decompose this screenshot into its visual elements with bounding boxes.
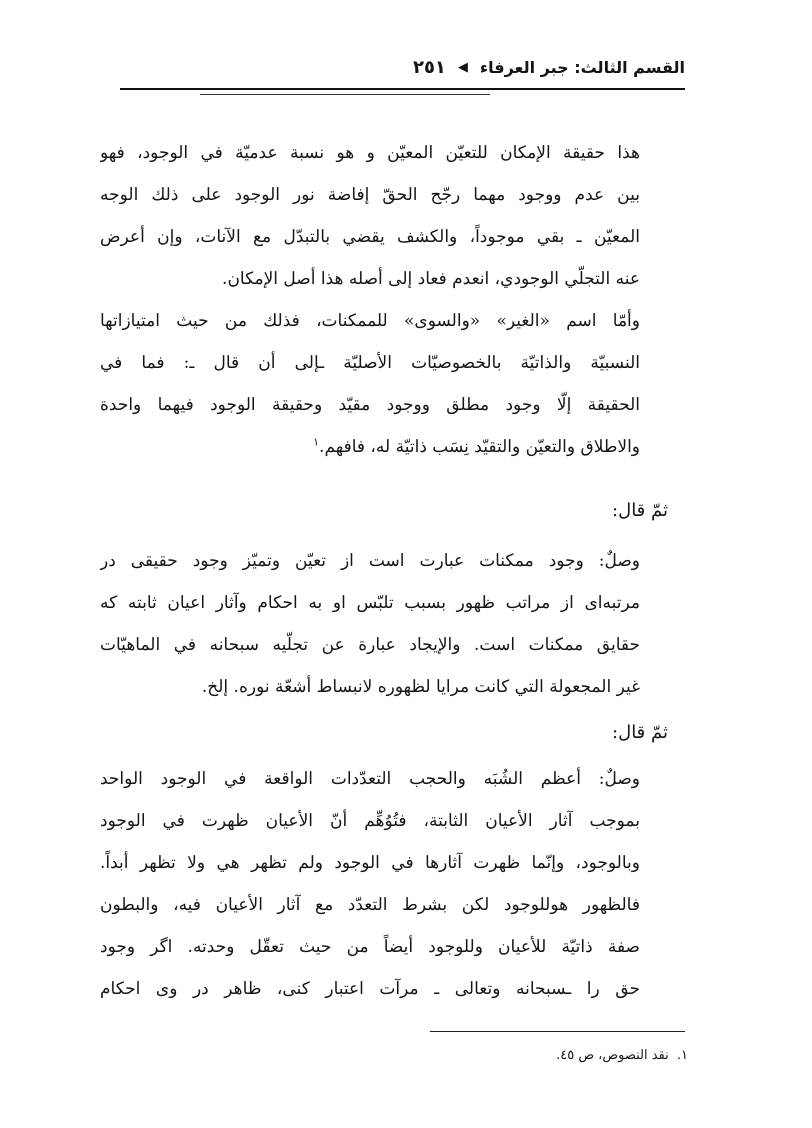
body-line: وأمّا اسم «الغير» «والسوى» للممكنات، فذلك من حيث امتيازاتها (100, 311, 640, 331)
body-line: صفة ذاتيّة للأعيان وللوجود أيضاً من حيث تعقّل وحدته. اگر وجود (100, 937, 640, 957)
body-line: غير المجعولة التي كانت مرايا لظهوره لانبساط أشعّة نوره. إلخ. (201, 677, 640, 697)
body-line: وصلٌ: أعظم الشُبَه والحجب التعدّدات الواقعة في الوجود الواحد (100, 769, 640, 789)
body-line: الحقيقة إلّا وجود مطلق ووجود مقيّد وحقيقة الوجود فيهما واحدة (100, 395, 640, 415)
page-number: ٢٥١ (412, 56, 446, 78)
body-line: المعيّن ـ بقي موجوداً، والكشف يقضي بالتبدّل مع الآنات، وإن أعرض (100, 227, 640, 247)
footnote (420, 1044, 688, 1068)
body-line: النسبيّة والذاتيّة بالخصوصيّات الأصليّة ـإلى أن قال ـ: فما في (100, 353, 640, 373)
body-line: بين عدم ووجود مهما رجّح الحقّ إفاضة نور الوجود على ذلك الوجه (100, 185, 640, 205)
section-label: ثمّ قال: (612, 500, 668, 521)
body-line: عنه التجلّي الوجودي، انعدم فعاد إلى أصله هذا أصل الإمكان. (222, 269, 640, 289)
header-rule-thick (120, 88, 685, 90)
body-line-text: والاطلاق والتعيّن والتقيّد نِسَب ذاتيّة له، فافهم. (319, 437, 640, 457)
body-line: بموجب آثار الأعيان الثابتة، فتُوُهِّم أنّ الأعيان ظهرت في الوجود (100, 811, 640, 831)
footnote-reference: ١ (313, 435, 320, 449)
body-line: وصلٌ: وجود ممكنات عبارت است از تعيّن وتميّز وجود حقيقى در (100, 551, 640, 571)
body-line-with-footnote (100, 426, 640, 468)
body-line: حق را ـسبحانه وتعالى ـ مرآت اعتبار كنى، ظاهر در وى احكام (100, 979, 640, 999)
body-line: هذا حقيقة الإمكان للتعيّن المعيّن و هو نسبة عدميّة في الوجود، فهو (100, 143, 640, 163)
triangle-separator-icon: ◀ (457, 59, 468, 75)
footnote-text: نقد النصوص، ص ٤٥. (556, 1048, 669, 1063)
footnote-number: ١. (676, 1048, 688, 1063)
section-label: ثمّ قال: (612, 722, 668, 743)
footnote-rule (430, 1031, 685, 1032)
body-line: وبالوجود، وإنّما ظهرت آثارها في الوجود ولم تظهر هي ولا تظهر أبداً. (100, 853, 640, 873)
running-header (120, 52, 685, 82)
body-line: حقايق ممكنات است. والإيجاد عبارة عن تجلّيه سبحانه في الماهيّات (100, 635, 640, 655)
header-rule-thin (200, 94, 490, 95)
body-line: مرتبه‌اى از مراتب ظهور بسبب تلبّس او به احكام وآثار اعيان ثابته كه (100, 593, 640, 613)
section-title: القسم الثالث: جبر العرفاء (479, 57, 685, 77)
body-line: فالظهور هوللوجود لكن بشرط التعدّد مع آثار الأعيان فيه، والبطون (100, 895, 640, 915)
